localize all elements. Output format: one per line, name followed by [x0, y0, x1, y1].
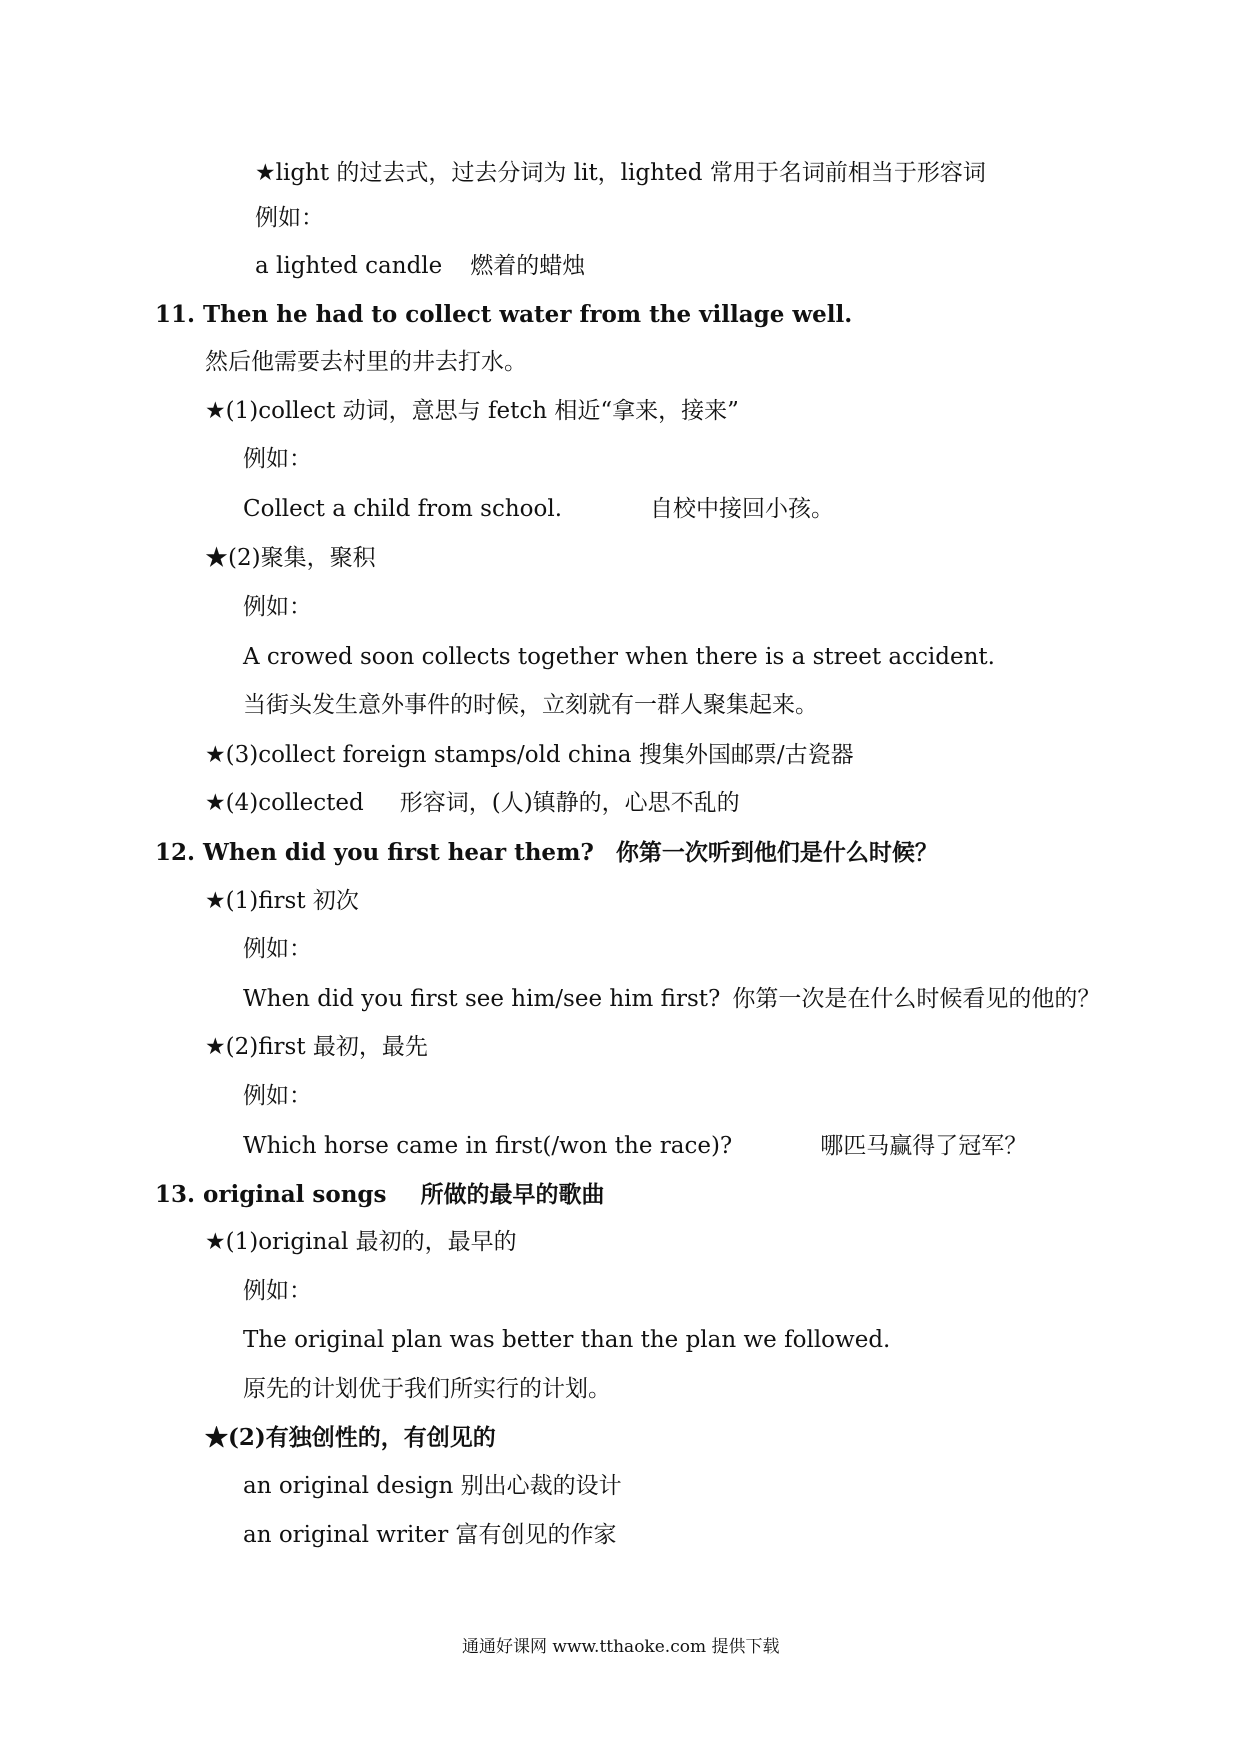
item11-sense3: ★(3)collect foreign stamps/old china 搜集外国邮票/古瓷器 — [205, 742, 854, 768]
item13-example-writer: an original writer 富有创见的作家 — [243, 1522, 617, 1548]
item12-sense1-example — [243, 984, 1100, 1014]
item11-sense1: ★(1)collect 动词，意思与 fetch 相近“拿来，接来” — [205, 398, 739, 424]
item11-sense2-label: 例如： — [243, 594, 312, 620]
heading-zh: 所做的最早的歌曲 — [420, 1181, 605, 1208]
item11-sense4 — [205, 788, 740, 818]
item13-sense1-example-zh: 原先的计划优于我们所实行的计划。 — [243, 1376, 611, 1402]
item12-sense1-label: 例如： — [243, 936, 312, 962]
example-en: a lighted candle — [255, 253, 443, 279]
example-en: Which horse came in first(/won the race)? — [243, 1133, 733, 1159]
item13-sense1: ★(1)original 最初的，最早的 — [205, 1229, 517, 1255]
item12-sense2-label: 例如： — [243, 1083, 312, 1109]
item12-sense2-example — [243, 1131, 1027, 1161]
example-zh: 自校中接回小孩。 — [650, 496, 835, 522]
item13-heading — [155, 1180, 604, 1210]
item11-heading: 11. Then he had to collect water from the village well. — [155, 301, 853, 328]
item11-translation: 然后他需要去村里的井去打水。 — [205, 349, 527, 375]
example-zh: 你第一次是在什么时候看见的他的？ — [732, 986, 1101, 1012]
note-light-example-label: 例如： — [255, 205, 324, 231]
item12-sense2: ★(2)first 最初，最先 — [205, 1034, 428, 1060]
note-light-example — [255, 251, 585, 281]
note-light-text: ★light 的过去式，过去分词为 lit，lighted 常用于名词前相当于形容词 — [255, 160, 986, 186]
heading-en: 12. When did you first hear them? — [155, 839, 594, 866]
example-zh: 燃着的蜡烛 — [470, 253, 586, 279]
item12-heading — [155, 838, 938, 868]
example-zh: 哪匹马赢得了冠军？ — [820, 1133, 1028, 1159]
item11-sense1-example — [243, 494, 834, 524]
example-en: Collect a child from school. — [243, 496, 563, 522]
item13-sense1-label: 例如： — [243, 1278, 312, 1304]
item13-sense1-example-en: The original plan was better than the plan we followed. — [243, 1327, 891, 1353]
item12-sense1: ★(1)first 初次 — [205, 888, 359, 914]
heading-en: 13. original songs — [155, 1181, 387, 1208]
item13-sense2: ★(2)有独创性的，有创见的 — [205, 1424, 496, 1451]
item13-example-design: an original design 别出心裁的设计 — [243, 1473, 622, 1499]
sense4-en: ★(4)collected — [205, 790, 364, 816]
item11-sense2-example-zh: 当街头发生意外事件的时候，立刻就有一群人聚集起来。 — [243, 692, 818, 718]
page-footer: 通通好课网 www.tthaoke.com 提供下载 — [462, 1637, 780, 1657]
example-en: When did you first see him/see him first? — [243, 986, 721, 1012]
item11-sense1-label: 例如： — [243, 446, 312, 472]
sense4-zh: 形容词，(人)镇静的，心思不乱的 — [399, 790, 740, 816]
item11-sense2-example-en: A crowed soon collects together when there is a street accident. — [243, 644, 995, 670]
heading-zh: 你第一次听到他们是什么时候？ — [615, 839, 938, 866]
item11-sense2: ★(2)聚集，聚积 — [205, 545, 376, 571]
